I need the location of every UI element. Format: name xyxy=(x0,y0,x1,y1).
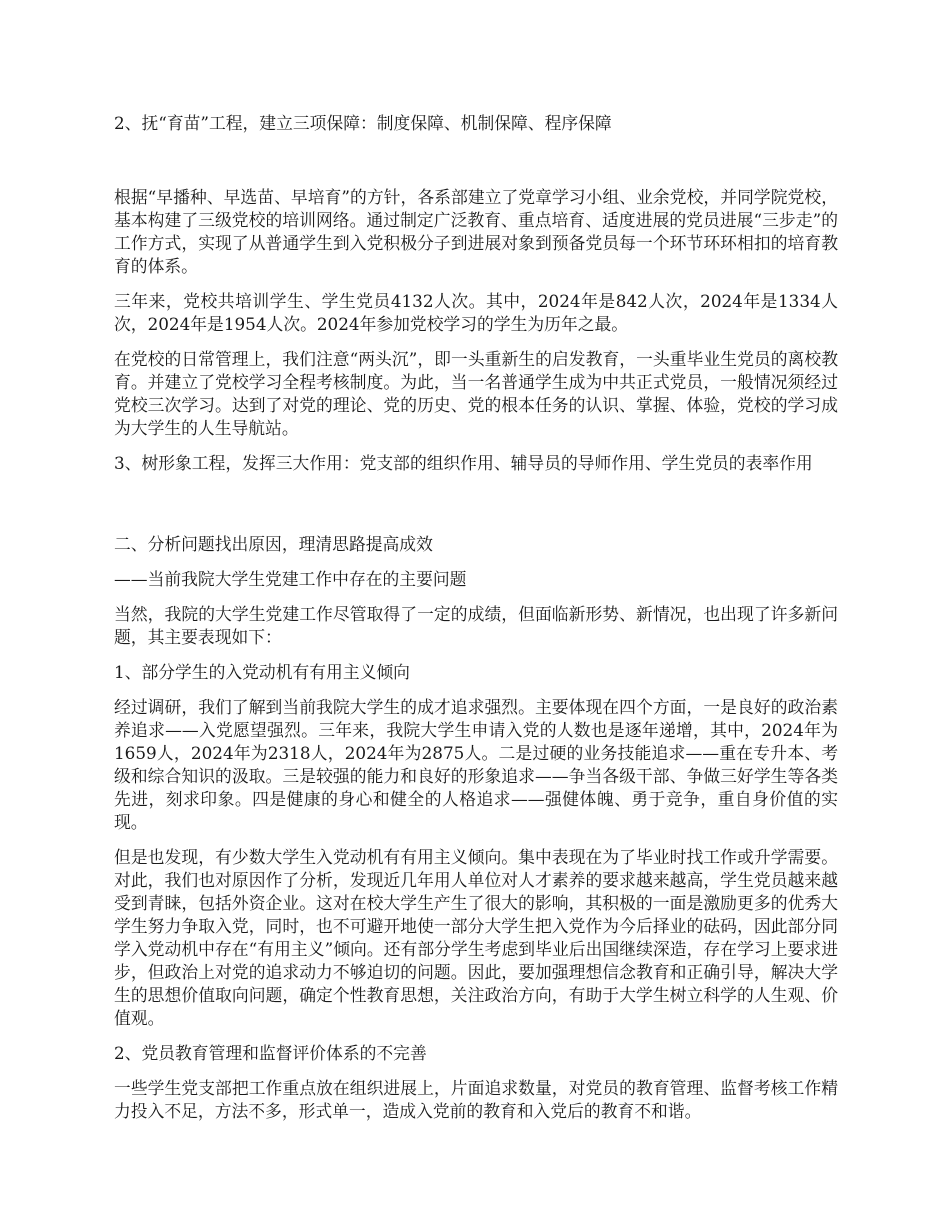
spacer xyxy=(114,147,838,186)
body-paragraph: 三年来，党校共培训学生、学生党员4132人次。其中，2024年是842人次，2024年是1334人次，2024年是1954人次。2024年参加党校学习的学生为历年之最。 xyxy=(114,291,838,334)
body-paragraph: 经过调研，我们了解到当前我院大学生的成才追求强烈。主要体现在四个方面，一是良好的政治素养追求——入党愿望强烈。三年来，我院大学生申请入党的人数也是逐年递增，其中，2024年为1659人，2024年为2318人，2024年为2875人。二是过硬的业务技能追求——重在专升本、考级和综合知识的汲取。三是较强的能力和良好的形象追求——争当各级干部、争做三好学生等各类先进，刻求印象。四是健康的身心和健全的人格追求——强健体魄、勇于竞争，重自身价值的实现。 xyxy=(114,697,838,832)
chapter-subheading: ——当前我院大学生党建工作中存在的主要问题 xyxy=(114,569,467,589)
body-paragraph: 一些学生党支部把工作重点放在组织进展上，片面追求数量，对党员的教育管理、监督考核工作精力投入不足，方法不多，形式单一，造成入党前的教育和入党后的教育不和谐。 xyxy=(114,1078,838,1121)
body-paragraph: 但是也发现，有少数大学生入党动机有有用主义倾向。集中表现在为了毕业时找工作或升学需要。对此，我们也对原因作了分析，发现近几年用人单位对人才素养的要求越来越高，学生党员越来越受到青睐，包括外资企业。这对在校大学生产生了很大的影响，其积极的一面是激励更多的优秀大学生努力争取入党，同时，也不可避开地使一部分大学生把入党作为今后择业的砝码，因此部分同学入党动机中存在“有用主义”倾向。还有部分学生考虑到毕业后出国继续深造，存在学习上要求进步，但政治上对党的追求动力不够迫切的问题。因此，要加强理想信念教育和正确引导，解决大学生的思想价值取向问题，确定个性教育思想，关注政治方向，有助于大学生树立科学的人生观、价值观。 xyxy=(114,847,838,1028)
problem-heading-1: 1、部分学生的入党动机有有用主义倾向 xyxy=(114,662,410,682)
problem-heading-2: 2、党员教育管理和监督评价体系的不完善 xyxy=(114,1043,427,1063)
body-paragraph: 在党校的日常管理上，我们注意“两头沉”，即一头重新生的启发教育，一头重毕业生党员的离校教育。并建立了党校学习全程考核制度。为此，当一名普通学生成为中共正式党员，一般情况须经过党校三次学习。达到了对党的理论、党的历史、党的根本任务的认识、掌握、体验，党校的学习成为大学生的人生导航站。 xyxy=(114,349,838,438)
spacer xyxy=(114,487,838,533)
body-paragraph: 根据“早播种、早选苗、早培育”的方针，各系部建立了党章学习小组、业余党校，并同学院党校，基本构建了三级党校的培训网络。通过制定广泛教育、重点培育、适度进展的党员进展“三步走”的工作方式，实现了从普通学生到入党积极分子到进展对象到预备党员每一个环节环环相扣的培育教育的体系。 xyxy=(114,187,838,276)
body-paragraph: 当然，我院的大学生党建工作尽管取得了一定的成绩，但面临新形势、新情况，也出现了许多新问题，其主要表现如下： xyxy=(114,604,838,647)
chapter-heading: 二、分析问题找出原因，理清思路提高成效 xyxy=(114,534,433,554)
section-heading-3: 3、树形象工程，发挥三大作用：党支部的组织作用、辅导员的导师作用、学生党员的表率作用 xyxy=(114,453,813,473)
section-heading-2: 2、抚“育苗”工程，建立三项保障：制度保障、机制保障、程序保障 xyxy=(114,113,612,133)
